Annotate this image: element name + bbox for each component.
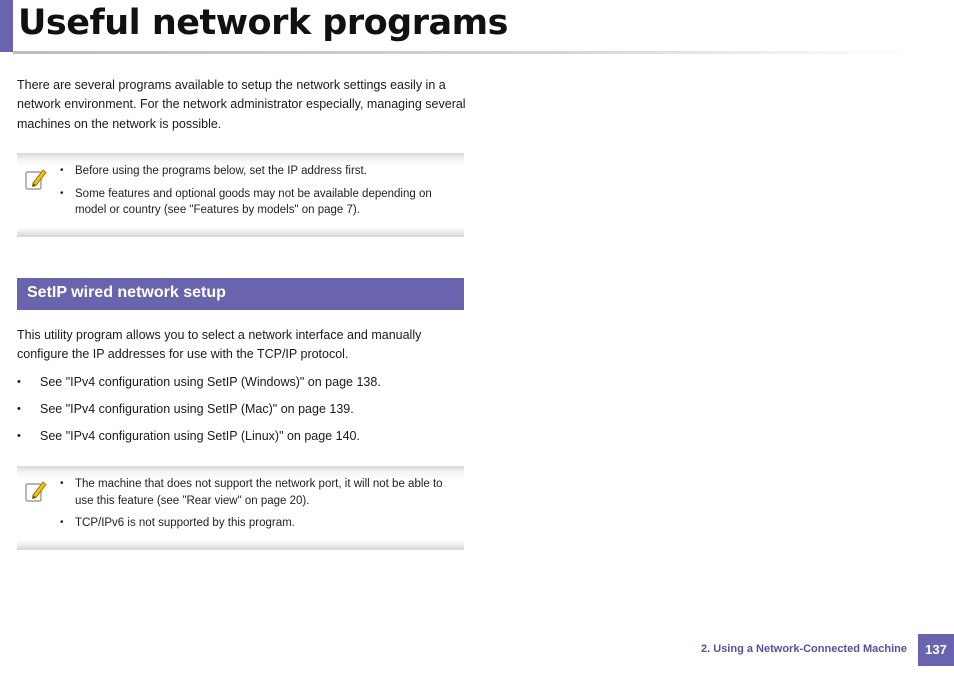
chapter-footer: 2. Using a Network-Connected Machine [701,643,907,655]
pencil-note-icon [25,167,47,191]
note-list [75,163,463,219]
page-title: Useful network programs [18,3,508,43]
page-number: 137 [918,634,954,666]
note-box [17,153,464,237]
note-box [17,466,464,550]
note-item: • The machine that does not support the network port, it will not be able to use this feature (see "Rear view" on page 20). [75,476,463,509]
note-item: • Before using the programs below, set the IP address first. [75,163,463,180]
note-item: • Some features and optional goods may not be available depending on model or country (see "Features by models" on page 7). [75,186,463,219]
reference-link[interactable]: • See "IPv4 configuration using SetIP (Mac)" on page 139. [17,400,467,427]
reference-link[interactable]: • See "IPv4 configuration using SetIP (Linux)" on page 140. [17,427,467,454]
section-paragraph: This utility program allows you to select a network interface and manually configure the IP addresses for use with the TCP/IP protocol. [17,328,422,362]
intro-paragraph: There are several programs available to setup the network settings easily in a network environment. For the network administrator especially, managing several machines on the network is possible. [17,78,466,131]
section-heading [17,278,464,310]
title-accent-bar [0,0,13,52]
pencil-note-icon [25,479,47,503]
note-item: • TCP/IPv6 is not supported by this program. [75,515,463,532]
reference-link[interactable]: • See "IPv4 configuration using SetIP (Windows)" on page 138. [17,373,467,400]
reference-list [17,373,467,454]
title-divider [13,51,913,54]
section-heading-text: SetIP wired network setup [27,284,226,301]
note-list [75,476,463,532]
